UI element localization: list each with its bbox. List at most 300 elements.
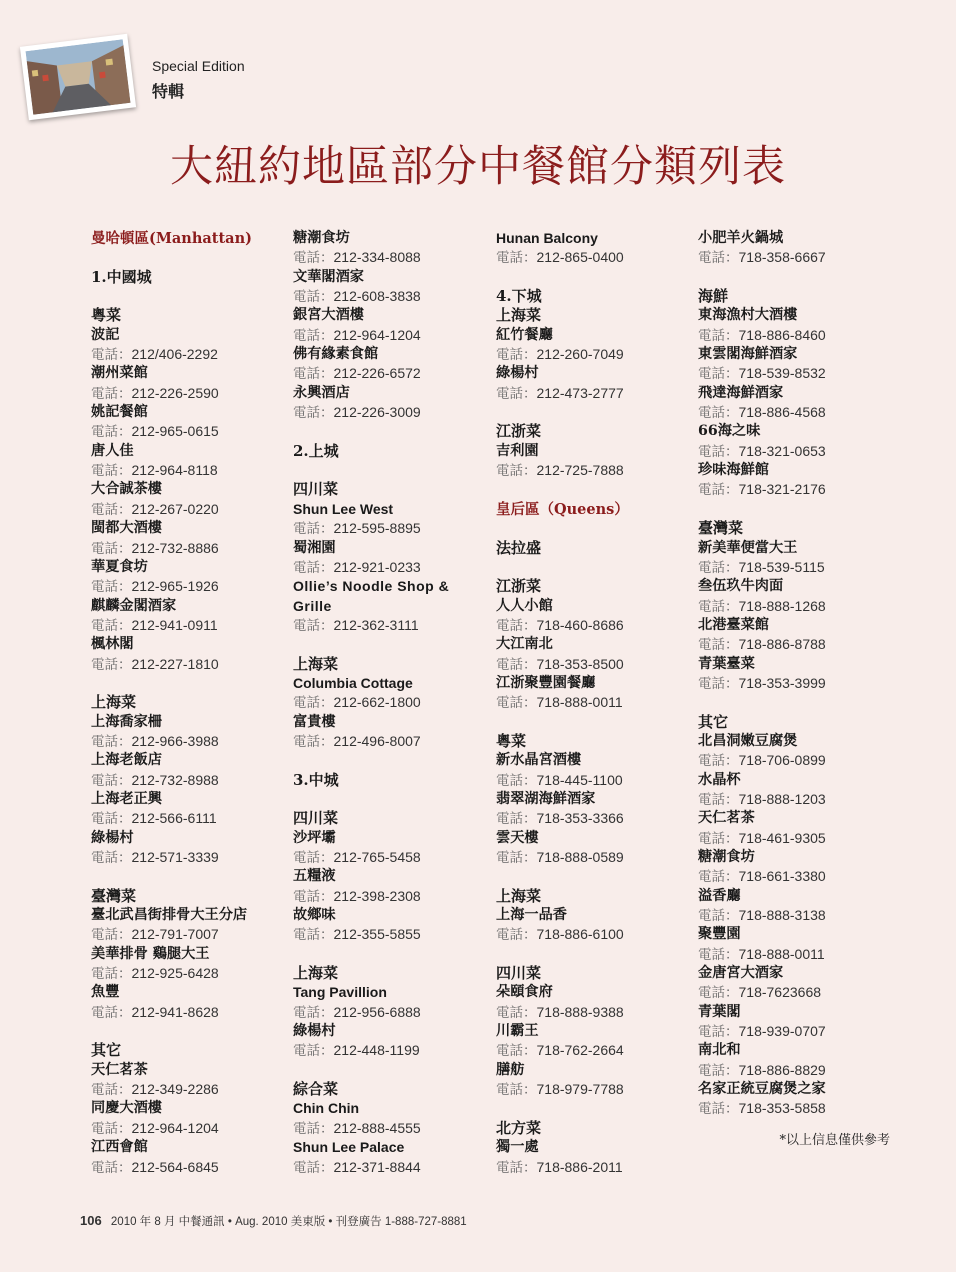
phone-value: 212-765-5458 [333, 849, 421, 865]
spacer [496, 480, 688, 499]
phone-number [496, 1003, 688, 1022]
phone-label: 電話： [698, 598, 739, 615]
phone-value: 212-964-1204 [131, 1119, 219, 1136]
restaurant-name: 波記 [91, 326, 120, 343]
spacer [293, 790, 485, 809]
restaurant-name: 臺北武昌街排骨大王分店 [91, 907, 248, 924]
restaurant-name: 綠楊村 [293, 1023, 336, 1040]
phone-label: 電話： [91, 463, 132, 480]
phone-label: 電話： [91, 733, 132, 750]
restaurant-name: 青葉臺菜 [698, 655, 755, 672]
phone-number [698, 751, 890, 770]
phone-number [698, 674, 890, 693]
phone-number [496, 693, 688, 712]
phone-number [496, 771, 688, 790]
phone-label: 電話： [293, 521, 334, 538]
phone-label: 電話： [698, 830, 739, 847]
restaurant-name: 大合誠茶樓 [91, 481, 162, 498]
restaurant-name: 叁伍玖牛肉面 [698, 578, 784, 595]
phone-value: 212-732-8886 [131, 539, 219, 556]
page-title: 大紐約地區部分中餐館分類列表 [170, 142, 786, 192]
phone-number [293, 732, 485, 751]
phone-value: 212-925-6428 [131, 965, 219, 982]
phone-label: 電話： [293, 289, 334, 306]
phone-value: 718-888-0011 [536, 694, 623, 711]
phone-label: 電話： [698, 985, 739, 1002]
phone-label: 電話： [293, 405, 334, 422]
spacer [496, 945, 688, 964]
phone-value: 718-321-0653 [738, 442, 826, 459]
phone-number [698, 790, 890, 809]
phone-number [91, 655, 283, 674]
phone-label: 電話： [91, 579, 132, 596]
phone-number [91, 964, 283, 983]
restaurant-name: 綠楊村 [91, 829, 134, 846]
phone-value: 718-888-0589 [536, 849, 624, 865]
spacer [496, 713, 688, 732]
spacer [698, 693, 890, 712]
phone-label: 電話： [91, 617, 132, 634]
district-heading: 3.中城 [293, 770, 339, 789]
phone-label: 電話： [91, 850, 132, 866]
phone-number [91, 809, 283, 828]
restaurant-name: 五糧液 [293, 868, 336, 885]
cuisine-heading: 法拉盛 [496, 538, 542, 557]
phone-label: 電話： [496, 1043, 537, 1060]
phone-label: 電話： [698, 946, 739, 963]
restaurant-name: 名家正統豆腐煲之家 [698, 1081, 826, 1098]
restaurant-name: 楓林閣 [91, 636, 134, 653]
phone-label: 電話： [293, 1120, 334, 1137]
phone-number [91, 771, 283, 790]
phone-value: 212-398-2308 [333, 887, 421, 904]
restaurant-name: Tang Pavillion [293, 984, 387, 1001]
restaurant-name: 新水晶宮酒樓 [496, 752, 582, 769]
phone-value: 212-226-2590 [131, 384, 219, 401]
restaurant-name: 新美華便當大王 [698, 539, 798, 556]
spacer [496, 558, 688, 577]
phone-number [91, 1158, 283, 1177]
phone-number [91, 616, 283, 635]
region-heading: 皇后區（Queens） [496, 500, 629, 518]
phone-number [91, 1080, 283, 1099]
phone-label: 電話： [698, 908, 739, 925]
restaurant-name: 同慶大酒樓 [91, 1100, 162, 1117]
phone-label: 電話： [698, 405, 739, 422]
phone-label: 電話： [698, 869, 739, 886]
edition-label-en: Special Edition [152, 58, 245, 74]
phone-label: 電話： [698, 366, 739, 383]
cuisine-heading: 上海菜 [293, 654, 339, 673]
restaurant-name: 美華排骨 鷄腿大王 [91, 945, 210, 962]
phone-number [496, 616, 688, 635]
phone-label: 電話： [91, 1159, 132, 1176]
phone-value: 212-791-7007 [131, 926, 219, 943]
phone-label: 電話： [293, 695, 334, 712]
phone-value: 718-353-8500 [536, 655, 624, 672]
cuisine-heading: 其它 [91, 1041, 122, 1060]
phone-number [698, 1099, 890, 1118]
phone-number [698, 480, 890, 499]
phone-number [293, 248, 485, 267]
restaurant-name: 華夏食坊 [91, 558, 148, 575]
phone-number [293, 848, 485, 867]
restaurant-name: 上海喬家柵 [91, 713, 162, 730]
phone-number [496, 1041, 688, 1060]
phone-label: 電話： [293, 1159, 334, 1176]
phone-label: 電話： [91, 1082, 132, 1099]
restaurant-name: 東雲閣海鮮酒家 [698, 346, 798, 363]
phone-label: 電話： [496, 347, 537, 364]
spacer [91, 1022, 283, 1041]
cuisine-heading: 北方菜 [496, 1118, 542, 1137]
restaurant-name: 水晶杯 [698, 771, 741, 788]
phone-value: 212-566-6111 [131, 810, 217, 827]
header-photo [20, 34, 136, 121]
footer-text: 2010 年 8 月 中餐通訊 • Aug. 2010 美東版 • 刊登廣告 1-888-727-8881 [110, 1216, 467, 1228]
restaurant-name: 江西會館 [91, 1139, 148, 1156]
restaurant-name: 綠楊村 [496, 365, 539, 382]
phone-label: 電話： [91, 540, 132, 557]
column-1 [91, 229, 283, 1177]
phone-label: 電話： [698, 250, 739, 267]
phone-value: 718-886-8829 [738, 1061, 826, 1078]
phone-number [293, 1158, 485, 1177]
phone-label: 電話： [496, 695, 537, 712]
phone-value: 212-941-8628 [131, 1003, 219, 1020]
phone-label: 電話： [293, 850, 334, 866]
cuisine-heading: 四川菜 [293, 809, 339, 828]
district-heading: 4.下城 [496, 287, 542, 306]
phone-value: 212-888-4555 [333, 1119, 421, 1136]
phone-label: 電話： [91, 772, 132, 789]
phone-value: 212-371-8844 [333, 1158, 421, 1175]
restaurant-name: 潮州菜館 [91, 365, 148, 382]
phone-label: 電話： [293, 1004, 334, 1021]
phone-number [496, 248, 688, 267]
phone-label: 電話： [698, 1024, 739, 1041]
district-heading: 2.上城 [293, 441, 339, 460]
restaurant-name: 朵頤食府 [496, 984, 553, 1001]
phone-value: 212-608-3838 [333, 288, 421, 305]
phone-label: 電話： [91, 656, 132, 673]
phone-label: 電話： [293, 366, 334, 383]
phone-value: 718-979-7788 [536, 1081, 624, 1098]
phone-number [91, 1003, 283, 1022]
phone-value: 718-321-2176 [738, 481, 826, 498]
phone-value: 718-461-9305 [738, 829, 826, 846]
restaurant-name: 沙坪壩 [293, 829, 336, 846]
phone-value: 718-460-8686 [536, 616, 624, 633]
cuisine-heading: 綜合菜 [293, 1080, 339, 1099]
phone-value: 212-941-0911 [131, 616, 218, 633]
phone-number [293, 364, 485, 383]
cuisine-heading: 其它 [698, 712, 729, 731]
phone-value: 212-732-8988 [131, 771, 219, 788]
restaurant-list [91, 229, 891, 1179]
phone-value: 718-445-1100 [536, 771, 623, 788]
phone-label: 電話： [293, 250, 334, 267]
phone-value: 718-888-1203 [738, 790, 826, 807]
phone-value: 718-886-8460 [738, 326, 826, 343]
phone-value: 212-473-2777 [536, 384, 624, 401]
restaurant-name: 南北和 [698, 1042, 741, 1059]
phone-number [91, 384, 283, 403]
spacer [698, 500, 890, 519]
restaurant-name: 人人小館 [496, 597, 553, 614]
phone-value: 718-888-0011 [738, 945, 825, 962]
phone-value: 212-267-0220 [131, 500, 219, 517]
phone-number [496, 848, 688, 867]
cuisine-heading: 四川菜 [496, 964, 542, 983]
restaurant-name: 紅竹餐廳 [496, 326, 553, 343]
restaurant-name: Shun Lee Palace [293, 1139, 405, 1156]
phone-value: 212-595-8895 [333, 520, 421, 537]
phone-value: 718-886-6100 [536, 926, 624, 943]
phone-number [91, 577, 283, 596]
restaurant-name: 佛有緣素食館 [293, 346, 379, 363]
restaurant-name: 大江南北 [496, 636, 553, 653]
phone-number [293, 1041, 485, 1060]
restaurant-name: 溢香廳 [698, 887, 741, 904]
phone-value: 212-725-7888 [536, 462, 624, 479]
phone-label: 電話： [496, 463, 537, 480]
restaurant-name: 糖潮食坊 [293, 230, 350, 246]
phone-value: 718-353-3999 [738, 674, 826, 691]
restaurant-name: Columbia Cottage [293, 674, 413, 691]
phone-value: 718-939-0707 [738, 1023, 826, 1040]
restaurant-name: 66海之味 [698, 423, 761, 440]
cuisine-heading: 臺灣菜 [698, 519, 744, 538]
phone-number [698, 906, 890, 925]
phone-number [698, 326, 890, 345]
cuisine-heading: 上海菜 [91, 693, 137, 712]
phone-label: 電話： [496, 385, 537, 402]
cuisine-heading: 粵菜 [91, 306, 122, 325]
phone-label: 電話： [496, 927, 537, 944]
phone-label: 電話： [91, 347, 132, 364]
phone-label: 電話： [496, 772, 537, 789]
phone-value: 718-886-8788 [738, 636, 826, 653]
phone-label: 電話： [698, 637, 739, 654]
phone-number [496, 1080, 688, 1099]
street-photo-icon [25, 39, 130, 114]
phone-number [698, 597, 890, 616]
cuisine-heading: 臺灣菜 [91, 886, 137, 905]
column-4 [698, 229, 890, 1150]
phone-label: 電話： [698, 482, 739, 499]
restaurant-name: 銀宮大酒樓 [293, 307, 364, 324]
restaurant-name: 姚記餐館 [91, 404, 148, 421]
phone-value: 718-706-0899 [738, 752, 826, 769]
phone-value: 212-448-1199 [333, 1042, 420, 1059]
spacer [496, 867, 688, 886]
phone-label: 電話： [91, 1120, 132, 1137]
restaurant-name: 吉利園 [496, 442, 539, 459]
phone-value: 212-349-2286 [131, 1081, 219, 1098]
spacer [91, 248, 283, 267]
phone-label: 電話： [698, 753, 739, 770]
edition-label-zh: 特輯 [152, 82, 185, 101]
spacer [91, 287, 283, 306]
phone-number [91, 345, 283, 364]
restaurant-name: 川霸王 [496, 1023, 539, 1040]
phone-number [698, 829, 890, 848]
restaurant-name: 北昌洞嫩豆腐煲 [698, 732, 798, 749]
spacer [496, 519, 688, 538]
spacer [496, 268, 688, 287]
column-2 [293, 229, 485, 1177]
phone-number [91, 500, 283, 519]
restaurant-name: 江浙聚豐園餐廳 [496, 674, 596, 691]
phone-number [698, 403, 890, 422]
spacer [293, 751, 485, 770]
restaurant-name: 上海一品香 [496, 907, 567, 924]
region-heading: 曼哈頓區(Manhattan) [91, 230, 252, 247]
phone-value: 718-7623668 [738, 984, 822, 1001]
restaurant-name: 閩都大酒樓 [91, 520, 162, 537]
phone-value: 718-353-5858 [738, 1100, 826, 1117]
phone-value: 212-956-6888 [333, 1003, 421, 1020]
phone-label: 電話： [496, 250, 537, 267]
phone-number [496, 384, 688, 403]
phone-value: 212-226-6572 [333, 365, 421, 382]
phone-label: 電話： [698, 559, 739, 576]
phone-value: 718-539-5115 [738, 558, 825, 575]
phone-number [698, 945, 890, 964]
phone-number [698, 983, 890, 1002]
restaurant-name: 上海老正興 [91, 790, 162, 807]
phone-value: 212-965-1926 [131, 578, 219, 595]
disclaimer-note: *以上信息僅供參考 [779, 1132, 890, 1148]
phone-label: 電話： [496, 1082, 537, 1099]
phone-value: 718-888-3138 [738, 907, 826, 924]
phone-value: 212-260-7049 [536, 346, 624, 363]
phone-number [91, 848, 283, 867]
phone-label: 電話： [698, 1062, 739, 1079]
phone-number [698, 635, 890, 654]
phone-label: 電話： [293, 617, 334, 634]
restaurant-name: 小肥羊火鍋城 [698, 230, 784, 246]
phone-label: 電話： [293, 927, 334, 944]
restaurant-name: 魚豐 [91, 984, 120, 1001]
phone-number [293, 403, 485, 422]
restaurant-name: 文華閣酒家 [293, 268, 364, 285]
phone-label: 電話： [91, 811, 132, 828]
phone-number [293, 558, 485, 577]
phone-label: 電話： [293, 327, 334, 344]
phone-label: 電話： [91, 1004, 132, 1021]
phone-label: 電話： [91, 927, 132, 944]
phone-label: 電話： [293, 559, 334, 576]
phone-number [293, 519, 485, 538]
phone-value: 212-334-8088 [333, 249, 421, 266]
restaurant-name: 珍味海鮮館 [698, 462, 769, 479]
restaurant-name: 青葉閣 [698, 1003, 741, 1020]
restaurant-name: 唐人佳 [91, 442, 134, 459]
restaurant-name: 永興酒店 [293, 384, 350, 401]
spacer [496, 403, 688, 422]
phone-value: 212-362-3111 [333, 616, 419, 633]
phone-value: 718-358-6667 [738, 249, 826, 266]
column-3 [496, 229, 688, 1177]
phone-label: 電話： [698, 1101, 739, 1118]
phone-number [293, 925, 485, 944]
phone-label: 電話： [293, 733, 334, 750]
spacer [293, 945, 485, 964]
phone-value: 212-921-0233 [333, 558, 421, 575]
restaurant-name: 天仁茗茶 [698, 810, 755, 827]
phone-number [698, 364, 890, 383]
phone-label: 電話： [496, 1004, 537, 1021]
phone-label: 電話： [91, 966, 132, 983]
phone-number [698, 248, 890, 267]
restaurant-name: 獨一處 [496, 1139, 539, 1156]
phone-label: 電話： [293, 1043, 334, 1060]
phone-value: 212/406-2292 [131, 346, 218, 363]
phone-label: 電話： [496, 811, 537, 828]
phone-number [91, 539, 283, 558]
restaurant-name: 天仁茗茶 [91, 1061, 148, 1078]
phone-value: 212-226-3009 [333, 404, 421, 421]
phone-value: 212-965-0615 [131, 423, 219, 440]
phone-label: 電話： [91, 424, 132, 441]
phone-label: 電話： [496, 656, 537, 673]
cuisine-heading: 上海菜 [293, 964, 339, 983]
phone-number [293, 1003, 485, 1022]
phone-number [91, 461, 283, 480]
restaurant-name: 上海老飯店 [91, 752, 162, 769]
phone-number [698, 1022, 890, 1041]
spacer [91, 867, 283, 886]
phone-value: 212-964-1204 [333, 326, 421, 343]
cuisine-heading: 粵菜 [496, 731, 527, 750]
phone-number [293, 326, 485, 345]
phone-value: 212-662-1800 [333, 694, 421, 711]
phone-label: 電話： [698, 443, 739, 460]
phone-value: 212-355-5855 [333, 926, 421, 943]
restaurant-name: 飛達海鮮酒家 [698, 384, 784, 401]
phone-number [91, 925, 283, 944]
phone-number [293, 287, 485, 306]
restaurant-name: 聚豐園 [698, 926, 741, 943]
phone-label: 電話： [698, 675, 739, 692]
phone-value: 212-571-3339 [131, 849, 219, 865]
restaurant-name: 膳舫 [496, 1061, 525, 1078]
phone-value: 718-886-4568 [738, 404, 826, 421]
restaurant-name: 金唐宮大酒家 [698, 965, 784, 982]
phone-number [698, 442, 890, 461]
phone-label: 電話： [496, 617, 537, 634]
phone-value: 718-539-8532 [738, 365, 826, 382]
phone-value: 718-886-2011 [536, 1158, 623, 1175]
cuisine-heading: 江浙菜 [496, 422, 542, 441]
phone-value: 212-865-0400 [536, 249, 624, 266]
district-heading: 1.中國城 [91, 267, 152, 286]
phone-number [91, 1119, 283, 1138]
phone-number [496, 655, 688, 674]
phone-number [496, 1158, 688, 1177]
cuisine-heading: 江浙菜 [496, 577, 542, 596]
restaurant-name: 故鄉味 [293, 907, 336, 924]
spacer [293, 461, 485, 480]
page-number: 106 [80, 1213, 102, 1228]
phone-value: 212-227-1810 [131, 655, 219, 672]
phone-value: 212-564-6845 [131, 1158, 219, 1175]
spacer [496, 1099, 688, 1118]
phone-label: 電話： [91, 385, 132, 402]
phone-number [293, 693, 485, 712]
